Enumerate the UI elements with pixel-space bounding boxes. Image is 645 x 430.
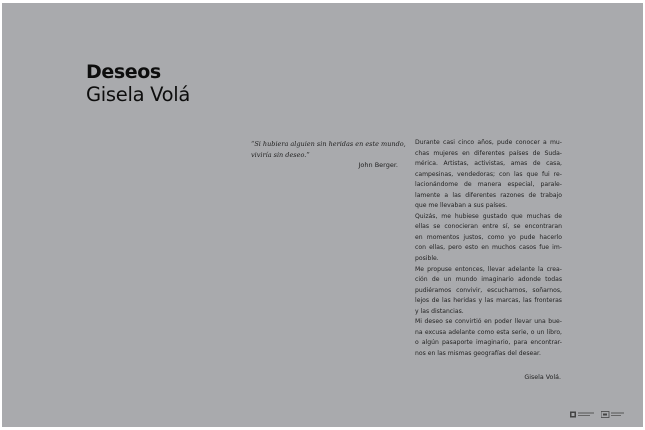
epigraph-attribution: John Berger. — [358, 161, 398, 169]
statement-line: mérica. Artistas, activistas, amas de casa, — [415, 160, 562, 168]
statement-line: en momentos justos, como yo pude hacerlo — [415, 233, 562, 241]
statement-line: y las distancias. — [415, 307, 464, 315]
epigraph-quote — [251, 139, 406, 160]
statement-line: o algún pasaporte imaginario, para encontrar- — [415, 339, 562, 347]
statement-line: con ellas, pero esto en muchos casos fue im- — [415, 244, 562, 252]
epigraph-line: “Si hubiera alguien sin heridas en este mundo, — [251, 140, 406, 148]
epigraph-line: viviría sin deseo.” — [251, 150, 310, 159]
statement-line: lacionándome de manera especial, parale- — [415, 181, 562, 189]
statement-line: que me llevaban a sus países. — [415, 202, 508, 210]
institution-logo-graphic — [570, 411, 596, 418]
partner-logo — [601, 403, 625, 410]
statement-line: nos en las mismas geografías del desear. — [415, 349, 541, 357]
statement-line: ción de un mundo imaginario adonde todas — [415, 276, 562, 284]
statement-line: posible. — [415, 255, 439, 263]
page-title: Deseos — [86, 61, 161, 83]
statement-line: Mi deseo se convirtió en poder llevar una bue- — [415, 318, 562, 326]
statement-line: na excusa adelante como esta serie, o un libro, — [415, 328, 562, 336]
statement-line: Quizás, me hubiese gustado que muchas de — [415, 212, 562, 220]
author-name: Gisela Volá — [86, 83, 191, 106]
artist-statement — [415, 138, 562, 359]
statement-line: ellas se conocieran entre sí, se encontraran — [415, 223, 562, 231]
page-panel — [2, 3, 643, 427]
institution-logo — [570, 403, 596, 410]
signature: Gisela Volá. — [524, 374, 561, 381]
statement-line: pudiéramos convivir, escucharnos, soñarnos, — [415, 286, 562, 294]
statement-line: Me propuse entonces, llevar adelante la crea- — [415, 265, 562, 273]
statement-line: campesinas, vendedoras; con las que fui re- — [415, 170, 562, 178]
statement-line: lamente a las diferentes razones de trabajo — [415, 191, 562, 199]
partner-logo-graphic — [601, 411, 625, 418]
statement-line: lejos de las heridas y las marcas, las fronteras — [415, 297, 562, 305]
statement-line: chas mujeres en diferentes países de Suda- — [415, 149, 562, 157]
statement-line: Durante casi cinco años, pude conocer a mu- — [415, 139, 562, 146]
